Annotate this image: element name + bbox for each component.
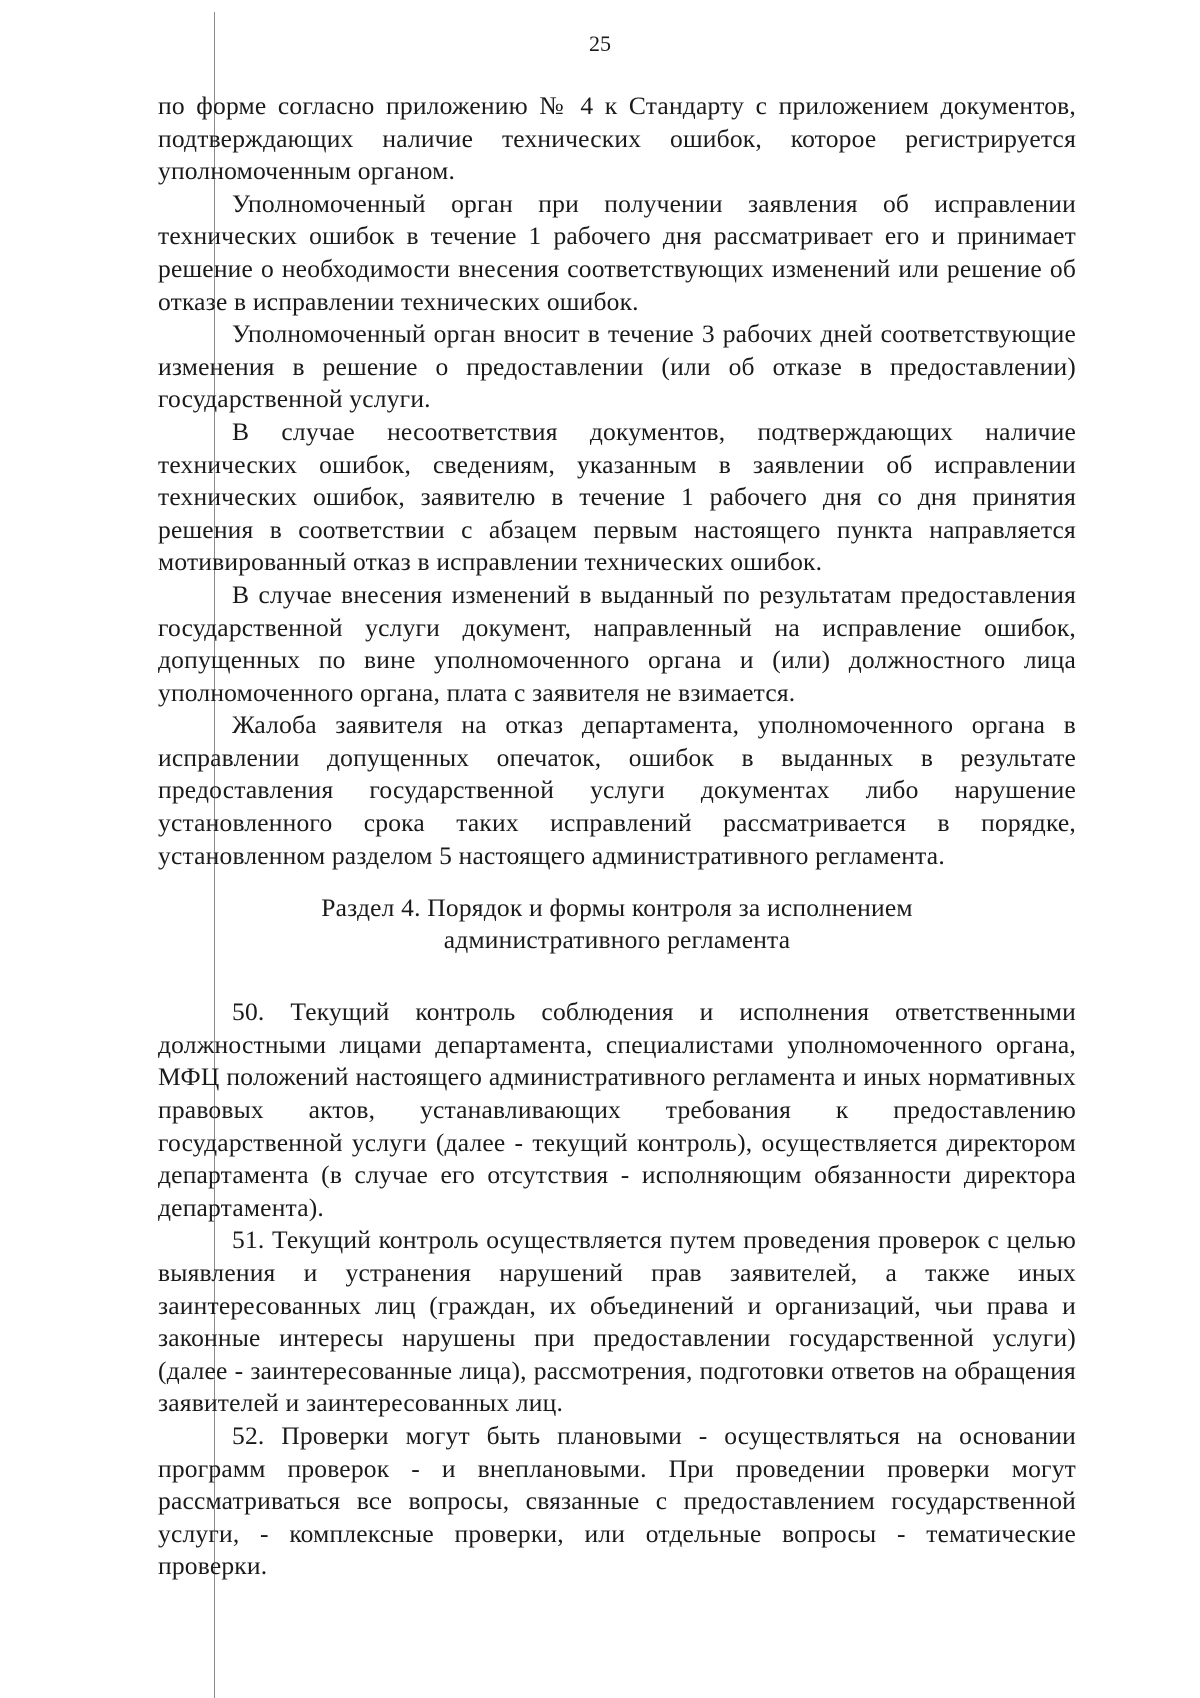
- paragraph: В случае внесения изменений в выданный по результатам предоставления государственной услуги документ, направленный на исправление ошибок, допущенных по вине уполномоченного органа и (или) должностного лица уполномоченного органа, плата с заявителя не взимается.: [158, 579, 1076, 707]
- section-heading-line-2: административного регламента: [443, 925, 791, 955]
- section-heading-line-1: Раздел 4. Порядок и формы контроля за исполнением: [321, 893, 913, 923]
- paragraph: В случае несоответствия документов, подтверждающих наличие технических ошибок, сведениям, указанным в заявлении об исправлении технических ошибок, заявителю в течение 1 рабочего дня со дня принятия решения в соответствии с абзацем первым настоящего пункта направляется мотивированный отказ в исправлении технических ошибок.: [158, 416, 1076, 577]
- paragraph: по форме согласно приложению № 4 к Стандарту с приложением документов, подтверждающих наличие технических ошибок, которое регистрируется уполномоченным органом.: [158, 91, 1076, 186]
- paragraph-50: 50. Текущий контроль соблюдения и исполнения ответственными должностными лицами департамента, специалистами уполномоченного органа, МФЦ положений настоящего административного регламента и иных нормативных правовых актов, устанавливающих требования к предоставлению государственной услуги (далее - текущий контроль), осуществляется директором департамента (в случае его отсутствия - исполняющим обязанности директора департамента).: [158, 997, 1076, 1222]
- page-number: 25: [589, 31, 611, 56]
- section-heading: [158, 892, 1076, 956]
- document-body: [158, 90, 1076, 1583]
- paragraph-52: 52. Проверки могут быть плановыми - осуществляться на основании программ проверок - и внеплановыми. При проведении проверки могут рассматриваться все вопросы, связанные с предоставлением государственной услуги, - комплексные проверки, или отдельные вопросы - тематические проверки.: [158, 1420, 1076, 1581]
- paragraph-51: 51. Текущий контроль осуществляется путем проведения проверок с целью выявления и устранения нарушений прав заявителей, а также иных заинтересованных лиц (граждан, их объединений и организаций, чьи права и законные интересы нарушены при предоставлении государственной услуги) (далее - заинтересованные лица), рассмотрения, подготовки ответов на обращения заявителей и заинтересованных лиц.: [158, 1225, 1076, 1418]
- paragraph: Уполномоченный орган при получении заявления об исправлении технических ошибок в течение 1 рабочего дня рассматривает его и принимает решение о необходимости внесения соответствующих изменений или решение об отказе в исправлении технических ошибок.: [158, 188, 1076, 316]
- paragraph: Жалоба заявителя на отказ департамента, уполномоченного органа в исправлении допущенных опечаток, ошибок в выданных в результате предоставления государственной услуги документах либо нарушение установленного срока таких исправлений рассматривается в порядке, установленном разделом 5 настоящего административного регламента.: [158, 710, 1076, 870]
- paragraph: Уполномоченный орган вносит в течение 3 рабочих дней соответствующие изменения в решение о предоставлении (или об отказе в предоставлении) государственной услуги.: [158, 319, 1076, 414]
